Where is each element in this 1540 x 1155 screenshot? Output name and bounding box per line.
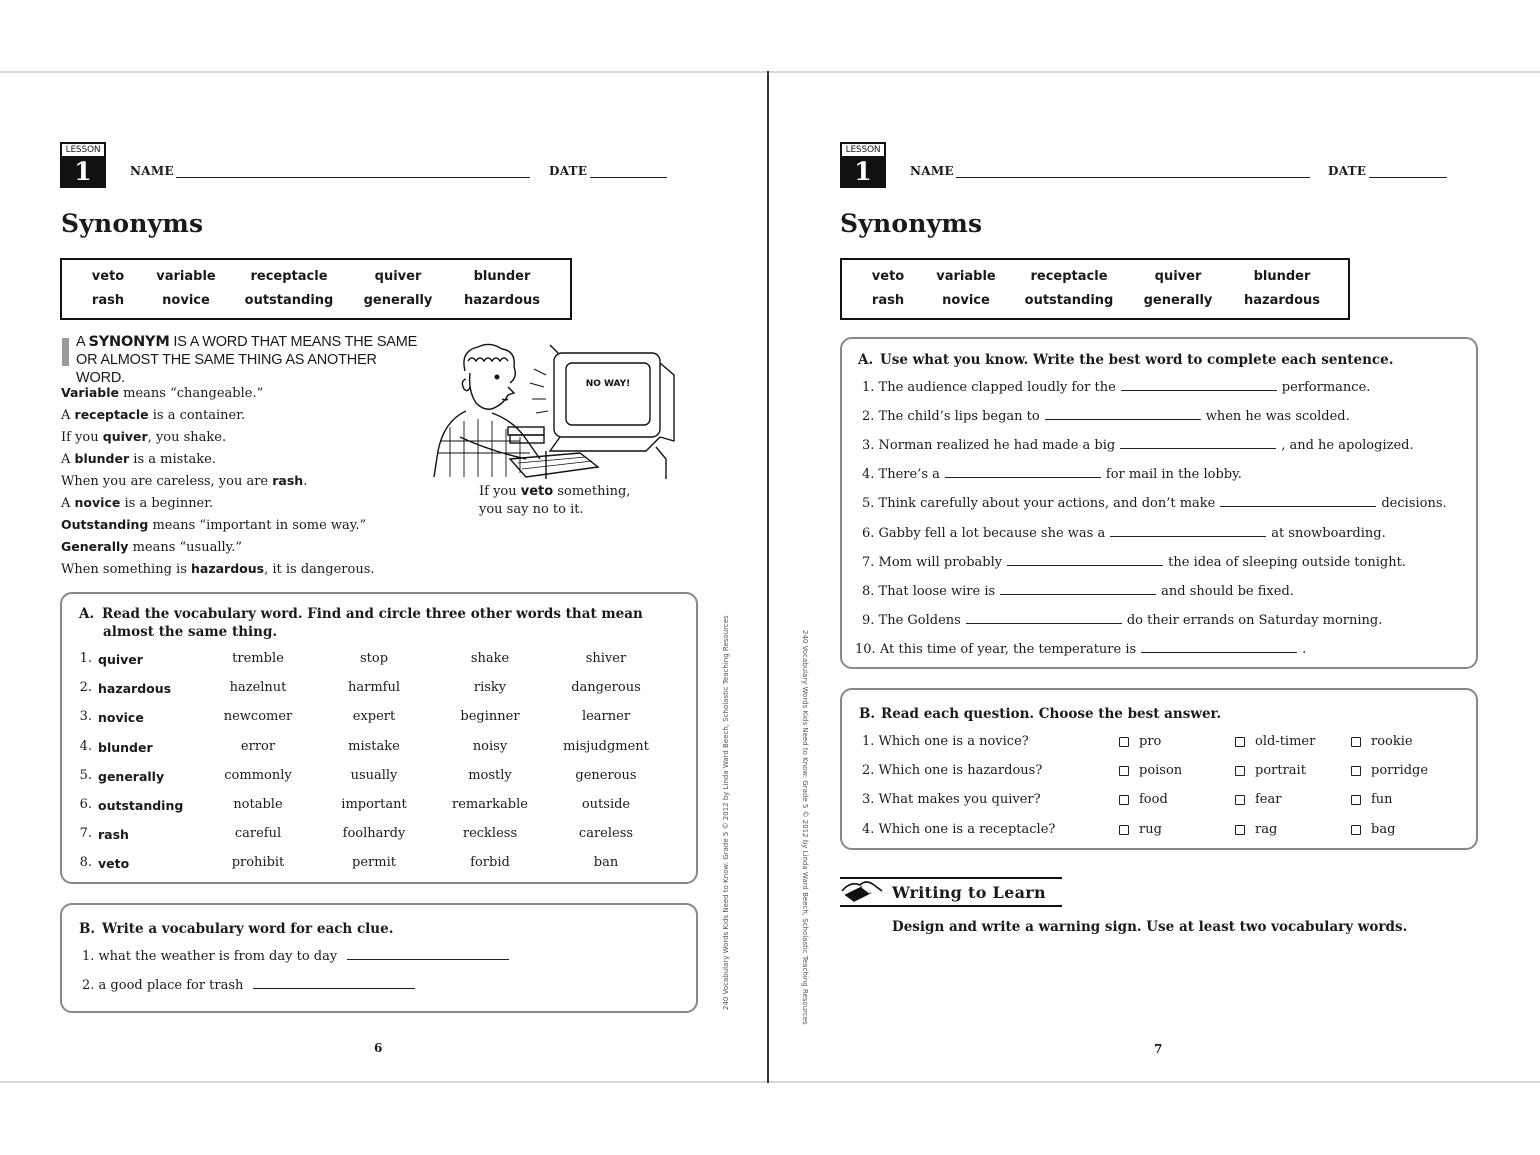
- circle-option[interactable]: outside: [581, 797, 631, 812]
- section-b-letter: B.: [79, 921, 96, 937]
- row-vocabulary-word: outstanding: [98, 798, 184, 813]
- question-text: Which one is a novice?: [878, 734, 1029, 749]
- row-vocabulary-word: quiver: [98, 652, 143, 667]
- sentence-row: [862, 466, 1242, 482]
- answer-option: old-timer: [1255, 734, 1316, 749]
- circle-option[interactable]: notable: [233, 797, 283, 812]
- row-number: 9.: [862, 612, 875, 628]
- answer-option: rookie: [1371, 734, 1413, 749]
- circle-option[interactable]: careless: [578, 826, 634, 842]
- section-b-instruction: Read each question. Choose the best answer.: [881, 706, 1222, 722]
- answer-option: rug: [1139, 821, 1162, 837]
- word-box-word: rash: [91, 293, 125, 308]
- pencil-icon: [840, 877, 884, 903]
- circle-option[interactable]: dangerous: [571, 680, 641, 696]
- sentence-row: [855, 641, 1306, 657]
- sentence-end: .: [1302, 641, 1307, 657]
- word-box-word: blunder: [1253, 269, 1311, 284]
- answer-checkbox[interactable]: [1351, 795, 1361, 805]
- word-box-word: variable: [156, 269, 216, 284]
- row-number: 3.: [862, 438, 875, 454]
- section-a-letter: A.: [79, 606, 95, 622]
- name-field[interactable]: [956, 177, 1310, 178]
- circle-option[interactable]: learner: [581, 709, 631, 725]
- clue-row: 1. what the weather is from day to day: [82, 948, 514, 964]
- sentence-end: the idea of sleeping outside tonight.: [1168, 554, 1406, 570]
- circle-option[interactable]: usually: [350, 767, 398, 783]
- answer-blank[interactable]: [1121, 379, 1277, 391]
- page-title: Synonyms: [840, 209, 983, 238]
- circle-option[interactable]: careful: [234, 826, 282, 842]
- sentence-start: At this time of year, the temperature is: [879, 641, 1137, 657]
- page-title: Synonyms: [61, 209, 204, 238]
- circle-option[interactable]: beginner: [460, 709, 520, 725]
- circle-option[interactable]: foolhardy: [342, 826, 406, 842]
- row-number: 7.: [79, 826, 92, 842]
- circle-option[interactable]: important: [341, 797, 407, 812]
- word-box-word: blunder: [473, 269, 531, 284]
- row-number: 3.: [79, 709, 92, 725]
- clue-row: 2. a good place for trash: [82, 977, 420, 993]
- circle-option[interactable]: mostly: [468, 767, 512, 783]
- sentence-row: [862, 612, 1382, 628]
- row-number: 10.: [855, 641, 876, 657]
- answer-option: portrait: [1255, 763, 1306, 779]
- answer-blank[interactable]: [1141, 641, 1297, 653]
- question-text: Which one is hazardous?: [878, 763, 1043, 779]
- definition-line: Generally means “usually.”: [61, 539, 243, 555]
- answer-blank[interactable]: [966, 612, 1122, 624]
- word-box-word: receptacle: [250, 269, 328, 284]
- question-row: [862, 763, 1042, 778]
- word-box-word: novice: [942, 293, 990, 308]
- answer-blank[interactable]: [1007, 554, 1163, 566]
- row-number: 4.: [79, 738, 92, 754]
- answer-blank[interactable]: [1120, 437, 1276, 449]
- sentence-start: That loose wire is: [878, 583, 996, 599]
- definition-line: If you quiver, you shake.: [61, 429, 227, 445]
- word-box-word: hazardous: [1243, 293, 1320, 308]
- circle-option[interactable]: reckless: [462, 826, 518, 842]
- circle-option[interactable]: forbid: [470, 855, 510, 871]
- row-vocabulary-word: novice: [98, 710, 144, 726]
- section-a-instruction: Use what you know. Write the best word to complete each sentence.: [880, 352, 1394, 368]
- answer-checkbox[interactable]: [1119, 766, 1129, 776]
- sentence-end: performance.: [1281, 380, 1371, 395]
- answer-checkbox[interactable]: [1351, 825, 1361, 835]
- circle-option[interactable]: remarkable: [451, 797, 528, 812]
- right-page: [769, 71, 1540, 1083]
- sentence-start: Mom will probably: [878, 554, 1003, 570]
- page-number: 6: [374, 1041, 383, 1055]
- circle-option[interactable]: shake: [470, 651, 510, 666]
- row-number: 3.: [862, 792, 875, 808]
- answer-checkbox[interactable]: [1235, 737, 1245, 747]
- sentence-row: [862, 583, 1294, 599]
- circle-option[interactable]: harmful: [347, 680, 400, 696]
- circle-option[interactable]: hazelnut: [229, 680, 287, 696]
- date-field[interactable]: [590, 177, 667, 178]
- lesson-number: 1: [842, 157, 884, 186]
- lesson-badge: [840, 142, 886, 188]
- row-number: 5.: [862, 496, 875, 512]
- sentence-row: [862, 554, 1406, 570]
- question-text: Which one is a receptacle?: [878, 821, 1056, 837]
- answer-checkbox[interactable]: [1235, 766, 1245, 776]
- word-box-word: novice: [162, 293, 210, 308]
- section-b-instruction: Write a vocabulary word for each clue.: [102, 921, 394, 937]
- question-row: [862, 734, 1029, 749]
- word-box-word: hazardous: [463, 293, 540, 308]
- circle-option[interactable]: prohibit: [231, 855, 285, 871]
- writing-rule-bottom: [840, 905, 1062, 907]
- circle-option[interactable]: expert: [352, 709, 396, 725]
- answer-blank[interactable]: [945, 466, 1101, 478]
- row-vocabulary-word: generally: [98, 768, 165, 784]
- answer-option: fun: [1371, 792, 1393, 808]
- sentence-start: The audience clapped loudly for the: [878, 380, 1116, 395]
- lesson-label: LESSON: [62, 144, 104, 157]
- sentence-end: when he was scolded.: [1205, 409, 1350, 425]
- circle-option[interactable]: misjudgment: [563, 738, 649, 754]
- circle-option[interactable]: generous: [575, 767, 637, 783]
- word-box-word: rash: [871, 293, 905, 308]
- question-row: [862, 792, 1041, 807]
- writing-prompt: Design and write a warning sign. Use at least two vocabulary words.: [892, 919, 1408, 935]
- sentence-end: for mail in the lobby.: [1105, 467, 1242, 483]
- date-field[interactable]: [1369, 177, 1447, 178]
- copyright-credit: 240 Vocabulary Words Kids Need to Know: Grade 5 © 2012 by Linda Ward Beech, Scholastic Teaching Resources: [801, 630, 809, 1025]
- section-a-instruction-2: almost the same thing.: [103, 624, 278, 640]
- page-number: 7: [1154, 1042, 1163, 1056]
- question-row: [862, 822, 1055, 837]
- answer-checkbox[interactable]: [1119, 737, 1129, 747]
- section-a-instruction: Read the vocabulary word. Find and circle three other words that mean: [102, 606, 643, 622]
- word-box-word: veto: [871, 269, 905, 284]
- row-vocabulary-word: hazardous: [98, 681, 172, 697]
- circle-option[interactable]: noisy: [472, 738, 508, 754]
- sentence-start: Think carefully about your actions, and don’t make: [878, 496, 1216, 512]
- definition-line: A blunder is a mistake.: [61, 451, 216, 467]
- definition-line: Variable means “changeable.”: [61, 385, 264, 401]
- word-box-word: generally: [1143, 293, 1213, 308]
- word-box-word: receptacle: [1030, 269, 1108, 284]
- row-number: 2.: [79, 680, 92, 696]
- row-number: 1.: [862, 380, 875, 395]
- section-a-letter: A.: [858, 352, 874, 368]
- definition-line: A receptacle is a container.: [61, 407, 246, 423]
- definition-marker: [62, 338, 69, 366]
- answer-checkbox[interactable]: [1351, 766, 1361, 776]
- synonym-def-post: IS A WORD THAT MEANS THE SAME OR ALMOST THE SAME THING AS ANOTHER WORD.: [76, 334, 418, 386]
- row-number: 1.: [862, 734, 875, 749]
- left-page: [0, 71, 767, 1083]
- sentence-start: The Goldens: [878, 612, 961, 628]
- sentence-start: Gabby fell a lot because she was a: [878, 525, 1106, 541]
- word-box-word: outstanding: [1024, 293, 1114, 308]
- circle-option[interactable]: newcomer: [223, 709, 293, 725]
- row-number: 7.: [862, 554, 875, 570]
- answer-option: porridge: [1371, 763, 1429, 779]
- word-box-word: variable: [936, 269, 996, 284]
- circle-option[interactable]: error: [240, 738, 276, 754]
- sentence-end: do their errands on Saturday morning.: [1126, 612, 1383, 628]
- sentence-row: [862, 525, 1386, 541]
- answer-option: food: [1139, 792, 1168, 808]
- name-label: NAME: [910, 164, 954, 178]
- circle-option[interactable]: tremble: [232, 651, 284, 666]
- lesson-label: LESSON: [842, 144, 884, 157]
- circle-option[interactable]: permit: [352, 855, 396, 871]
- row-number: 4.: [862, 467, 875, 483]
- word-box-word: quiver: [1154, 269, 1202, 284]
- circle-option[interactable]: ban: [593, 855, 619, 871]
- answer-blank[interactable]: [1045, 408, 1201, 420]
- lesson-number: 1: [62, 157, 104, 186]
- writing-rule-top: [840, 877, 1062, 879]
- word-box-word: generally: [363, 293, 433, 308]
- answer-checkbox[interactable]: [1351, 737, 1361, 747]
- name-field[interactable]: [176, 177, 530, 178]
- answer-blank[interactable]: [1220, 495, 1376, 507]
- answer-option: fear: [1255, 792, 1282, 808]
- writing-to-learn-title: Writing to Learn: [892, 883, 1046, 902]
- answer-blank[interactable]: [1110, 525, 1266, 537]
- row-number: 4.: [862, 821, 875, 837]
- circle-option[interactable]: risky: [473, 680, 507, 696]
- answer-blank[interactable]: [253, 977, 415, 989]
- row-vocabulary-word: veto: [98, 856, 130, 872]
- boy-at-computer-illustration: [430, 341, 680, 479]
- answer-checkbox[interactable]: [1119, 825, 1129, 835]
- synonym-def-pre: A: [76, 334, 89, 350]
- row-number: 2.: [862, 763, 875, 779]
- row-number: 6.: [862, 525, 875, 541]
- answer-checkbox[interactable]: [1119, 795, 1129, 805]
- row-number: 1.: [79, 651, 92, 666]
- circle-option[interactable]: stop: [359, 651, 389, 666]
- row-number: 2.: [862, 409, 875, 425]
- sentence-row: [862, 437, 1414, 453]
- date-label: DATE: [549, 164, 588, 178]
- sentence-row: [862, 379, 1370, 395]
- definition-line: When you are careless, you are rash.: [61, 473, 308, 489]
- vocabulary-word-box: [60, 258, 572, 320]
- sentence-start: Norman realized he had made a big: [878, 438, 1116, 454]
- lesson-badge: [60, 142, 106, 188]
- sentence-end: and should be fixed.: [1161, 583, 1294, 599]
- sentence-row: [862, 408, 1350, 424]
- answer-option: pro: [1139, 734, 1162, 749]
- sentence-start: There’s a: [878, 467, 940, 483]
- answer-option: bag: [1371, 821, 1396, 837]
- answer-checkbox[interactable]: [1235, 795, 1245, 805]
- circle-option[interactable]: shiver: [585, 651, 627, 666]
- synonym-definition: [76, 333, 426, 387]
- answer-option: rag: [1255, 821, 1278, 837]
- sentence-row: [862, 495, 1447, 511]
- veto-caption: If you veto something, you say no to it.: [479, 484, 631, 517]
- word-box-word: outstanding: [244, 293, 334, 308]
- answer-option: poison: [1139, 763, 1183, 779]
- definition-line: A novice is a beginner.: [61, 495, 214, 511]
- answer-blank[interactable]: [1000, 583, 1156, 595]
- row-number: 5.: [79, 767, 92, 783]
- word-box-word: quiver: [374, 269, 422, 284]
- circle-option[interactable]: commonly: [224, 767, 292, 783]
- answer-blank[interactable]: [347, 948, 509, 960]
- definition-line: Outstanding means “important in some way.”: [61, 517, 367, 533]
- definition-line: When something is hazardous, it is dangerous.: [61, 561, 375, 577]
- sentence-end: at snowboarding.: [1271, 525, 1386, 541]
- word-box-word: veto: [91, 269, 125, 284]
- row-vocabulary-word: rash: [98, 827, 129, 843]
- row-vocabulary-word: blunder: [98, 739, 153, 755]
- row-number: 8.: [862, 583, 875, 599]
- row-number: 8.: [79, 855, 92, 871]
- name-label: NAME: [130, 164, 174, 178]
- section-b-letter: B.: [859, 706, 876, 722]
- synonym-term: SYNONYM: [88, 334, 170, 350]
- sentence-start: The child’s lips began to: [878, 409, 1040, 425]
- answer-checkbox[interactable]: [1235, 825, 1245, 835]
- row-number: 6.: [79, 797, 92, 812]
- question-text: What makes you quiver?: [878, 792, 1041, 808]
- vocabulary-word-box: [840, 258, 1350, 320]
- sentence-end: , and he apologized.: [1281, 438, 1414, 454]
- circle-option[interactable]: mistake: [348, 738, 400, 754]
- date-label: DATE: [1328, 164, 1367, 178]
- copyright-credit: 240 Vocabulary Words Kids Need to Know: Grade 5 © 2012 by Linda Ward Beech, Scholastic Teaching Resources: [722, 615, 730, 1010]
- illustration-sign-text: NO WAY!: [585, 379, 631, 389]
- sentence-end: decisions.: [1381, 496, 1447, 512]
